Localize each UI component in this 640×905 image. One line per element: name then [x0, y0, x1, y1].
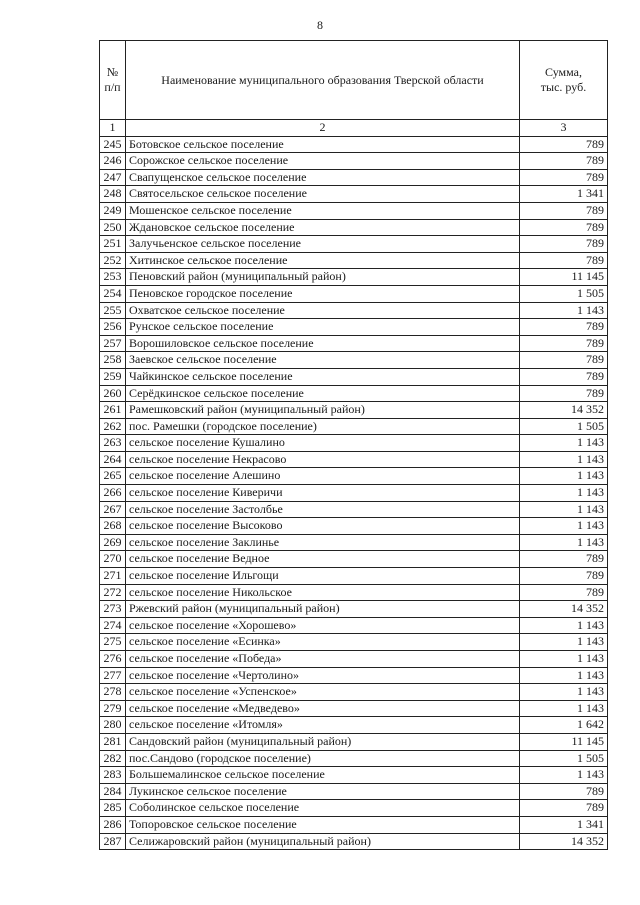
- amount: 789: [520, 236, 608, 253]
- municipality-name: Пеновское городское поселение: [126, 285, 520, 302]
- row-number: 274: [100, 617, 126, 634]
- row-number: 256: [100, 319, 126, 336]
- table-row: [100, 169, 608, 186]
- row-number: 281: [100, 733, 126, 750]
- municipality-name: сельское поселение «Есинка»: [126, 634, 520, 651]
- table-header-row: [100, 41, 608, 120]
- row-number: 249: [100, 202, 126, 219]
- table-row: [100, 385, 608, 402]
- table-row: [100, 219, 608, 236]
- amount: 789: [520, 568, 608, 585]
- amount: 789: [520, 153, 608, 170]
- table-row: [100, 202, 608, 219]
- municipality-name: Селижаровский район (муниципальный район): [126, 833, 520, 850]
- column-number: 3: [520, 120, 608, 137]
- amount: 1 341: [520, 816, 608, 833]
- row-number: 286: [100, 816, 126, 833]
- column-number: 1: [100, 120, 126, 137]
- row-number: 283: [100, 767, 126, 784]
- row-number: 279: [100, 700, 126, 717]
- table-row: [100, 634, 608, 651]
- amount: 1 143: [520, 651, 608, 668]
- municipality-name: сельское поселение Ведное: [126, 551, 520, 568]
- row-number: 276: [100, 651, 126, 668]
- header-sum: [520, 41, 608, 120]
- amount: 11 145: [520, 733, 608, 750]
- row-number: 278: [100, 684, 126, 701]
- table-row: [100, 684, 608, 701]
- municipality-name: пос.Сандово (городское поселение): [126, 750, 520, 767]
- table-row: [100, 750, 608, 767]
- municipality-name: Охватское сельское поселение: [126, 302, 520, 319]
- header-sum-unit: тыс. руб.: [540, 80, 587, 94]
- municipality-name: Серёдкинское сельское поселение: [126, 385, 520, 402]
- amount: 1 143: [520, 468, 608, 485]
- row-number: 280: [100, 717, 126, 734]
- amount: 14 352: [520, 833, 608, 850]
- row-number: 245: [100, 136, 126, 153]
- amount: 789: [520, 352, 608, 369]
- municipality-name: Чайкинское сельское поселение: [126, 368, 520, 385]
- table-row: [100, 485, 608, 502]
- table-row: [100, 252, 608, 269]
- table-row: [100, 352, 608, 369]
- row-number: 262: [100, 418, 126, 435]
- row-number: 252: [100, 252, 126, 269]
- table-row: [100, 733, 608, 750]
- municipality-name: Залучьенское сельское поселение: [126, 236, 520, 253]
- amount: 14 352: [520, 601, 608, 618]
- municipality-name: сельское поселение «Победа»: [126, 651, 520, 668]
- amount: 1 143: [520, 485, 608, 502]
- amount: 789: [520, 319, 608, 336]
- table-row: [100, 518, 608, 535]
- amount: 789: [520, 368, 608, 385]
- municipality-name: пос. Рамешки (городское поселение): [126, 418, 520, 435]
- table-row: [100, 783, 608, 800]
- row-number: 277: [100, 667, 126, 684]
- row-number: 248: [100, 186, 126, 203]
- municipality-name: сельское поселение Некрасово: [126, 451, 520, 468]
- amount: 789: [520, 584, 608, 601]
- municipality-name: Пеновский район (муниципальный район): [126, 269, 520, 286]
- row-number: 268: [100, 518, 126, 535]
- header-number: [100, 41, 126, 120]
- row-number: 285: [100, 800, 126, 817]
- row-number: 251: [100, 236, 126, 253]
- table-row: [100, 717, 608, 734]
- table-row: [100, 236, 608, 253]
- municipality-name: Сорожское сельское поселение: [126, 153, 520, 170]
- row-number: 254: [100, 285, 126, 302]
- municipality-name: сельское поселение Киверичи: [126, 485, 520, 502]
- amount: 1 505: [520, 750, 608, 767]
- municipality-name: сельское поселение Никольское: [126, 584, 520, 601]
- amount: 1 143: [520, 518, 608, 535]
- table-row: [100, 302, 608, 319]
- amount: 789: [520, 385, 608, 402]
- row-number: 258: [100, 352, 126, 369]
- amount: 1 143: [520, 534, 608, 551]
- amount: 789: [520, 219, 608, 236]
- amount: 1 143: [520, 767, 608, 784]
- municipality-name: Большемалинское сельское поселение: [126, 767, 520, 784]
- amount: 789: [520, 335, 608, 352]
- table-row: [100, 285, 608, 302]
- amount: 789: [520, 800, 608, 817]
- row-number: 261: [100, 402, 126, 419]
- row-number: 265: [100, 468, 126, 485]
- municipality-name: Топоровское сельское поселение: [126, 816, 520, 833]
- amount: 1 143: [520, 501, 608, 518]
- table-row: [100, 800, 608, 817]
- amount: 1 143: [520, 435, 608, 452]
- row-number: 250: [100, 219, 126, 236]
- municipality-name: сельское поселение «Чертолино»: [126, 667, 520, 684]
- amount: 789: [520, 169, 608, 186]
- municipality-name: сельское поселение Заклинье: [126, 534, 520, 551]
- municipality-name: сельское поселение «Успенское»: [126, 684, 520, 701]
- table-row: [100, 816, 608, 833]
- row-number: 253: [100, 269, 126, 286]
- municipality-name: Ворошиловское сельское поселение: [126, 335, 520, 352]
- row-number: 282: [100, 750, 126, 767]
- row-number: 284: [100, 783, 126, 800]
- municipality-name: сельское поселение Кушалино: [126, 435, 520, 452]
- row-number: 263: [100, 435, 126, 452]
- row-number: 246: [100, 153, 126, 170]
- amount: 1 143: [520, 700, 608, 717]
- table-row: [100, 651, 608, 668]
- table-body: [100, 136, 608, 850]
- table-row: [100, 186, 608, 203]
- table-row: [100, 568, 608, 585]
- municipality-name: сельское поселение Ильгощи: [126, 568, 520, 585]
- table-row: [100, 368, 608, 385]
- table-row: [100, 418, 608, 435]
- amount: 14 352: [520, 402, 608, 419]
- municipality-name: Соболинское сельское поселение: [126, 800, 520, 817]
- row-number: 267: [100, 501, 126, 518]
- table-row: [100, 269, 608, 286]
- municipality-name: сельское поселение Алешино: [126, 468, 520, 485]
- table-row: [100, 435, 608, 452]
- amount: 1 341: [520, 186, 608, 203]
- table-row: [100, 667, 608, 684]
- table-row: [100, 617, 608, 634]
- table-row: [100, 534, 608, 551]
- row-number: 273: [100, 601, 126, 618]
- amount: 11 145: [520, 269, 608, 286]
- municipality-name: Святосельское сельское поселение: [126, 186, 520, 203]
- row-number: 269: [100, 534, 126, 551]
- municipality-name: Рунское сельское поселение: [126, 319, 520, 336]
- allocation-table: [99, 40, 608, 850]
- header-name: Наименование муниципального образования Тверской области: [126, 41, 520, 120]
- amount: 1 143: [520, 684, 608, 701]
- row-number: 270: [100, 551, 126, 568]
- municipality-name: Рамешковский район (муниципальный район): [126, 402, 520, 419]
- municipality-name: сельское поселение Высоково: [126, 518, 520, 535]
- municipality-name: Ржевский район (муниципальный район): [126, 601, 520, 618]
- amount: 1 505: [520, 418, 608, 435]
- row-number: 287: [100, 833, 126, 850]
- table-row: [100, 153, 608, 170]
- table-row: [100, 767, 608, 784]
- table-row: [100, 700, 608, 717]
- row-number: 257: [100, 335, 126, 352]
- row-number: 260: [100, 385, 126, 402]
- header-sum-label: Сумма,: [545, 65, 582, 79]
- table-row: [100, 136, 608, 153]
- municipality-name: сельское поселение «Итомля»: [126, 717, 520, 734]
- row-number: 275: [100, 634, 126, 651]
- amount: 789: [520, 783, 608, 800]
- row-number: 266: [100, 485, 126, 502]
- amount: 789: [520, 252, 608, 269]
- municipality-name: Свапущенское сельское поселение: [126, 169, 520, 186]
- header-number-symbol: №: [106, 65, 119, 79]
- municipality-name: сельское поселение «Хорошево»: [126, 617, 520, 634]
- table-row: [100, 451, 608, 468]
- table-row: [100, 601, 608, 618]
- table-row: [100, 468, 608, 485]
- column-number: 2: [126, 120, 520, 137]
- table-row: [100, 501, 608, 518]
- amount: 1 143: [520, 302, 608, 319]
- table-row: [100, 319, 608, 336]
- municipality-name: сельское поселение Застолбье: [126, 501, 520, 518]
- row-number: 255: [100, 302, 126, 319]
- header-number-abbr: п/п: [104, 80, 121, 94]
- amount: 1 143: [520, 617, 608, 634]
- amount: 1 143: [520, 667, 608, 684]
- municipality-name: Хитинское сельское поселение: [126, 252, 520, 269]
- municipality-name: Ждановское сельское поселение: [126, 219, 520, 236]
- table-row: [100, 551, 608, 568]
- row-number: 271: [100, 568, 126, 585]
- amount: 789: [520, 202, 608, 219]
- row-number: 272: [100, 584, 126, 601]
- municipality-name: Лукинское сельское поселение: [126, 783, 520, 800]
- municipality-name: Мошенское сельское поселение: [126, 202, 520, 219]
- municipality-name: Заевское сельское поселение: [126, 352, 520, 369]
- row-number: 259: [100, 368, 126, 385]
- table-row: [100, 833, 608, 850]
- amount: 789: [520, 136, 608, 153]
- row-number: 264: [100, 451, 126, 468]
- column-number-row: [100, 120, 608, 137]
- table-row: [100, 584, 608, 601]
- municipality-name: Ботовское сельское поселение: [126, 136, 520, 153]
- amount: 1 505: [520, 285, 608, 302]
- amount: 789: [520, 551, 608, 568]
- page-number: 8: [317, 18, 323, 32]
- row-number: 247: [100, 169, 126, 186]
- table-row: [100, 335, 608, 352]
- amount: 1 143: [520, 634, 608, 651]
- table-row: [100, 402, 608, 419]
- municipality-name: Сандовский район (муниципальный район): [126, 733, 520, 750]
- municipality-name: сельское поселение «Медведево»: [126, 700, 520, 717]
- amount: 1 642: [520, 717, 608, 734]
- amount: 1 143: [520, 451, 608, 468]
